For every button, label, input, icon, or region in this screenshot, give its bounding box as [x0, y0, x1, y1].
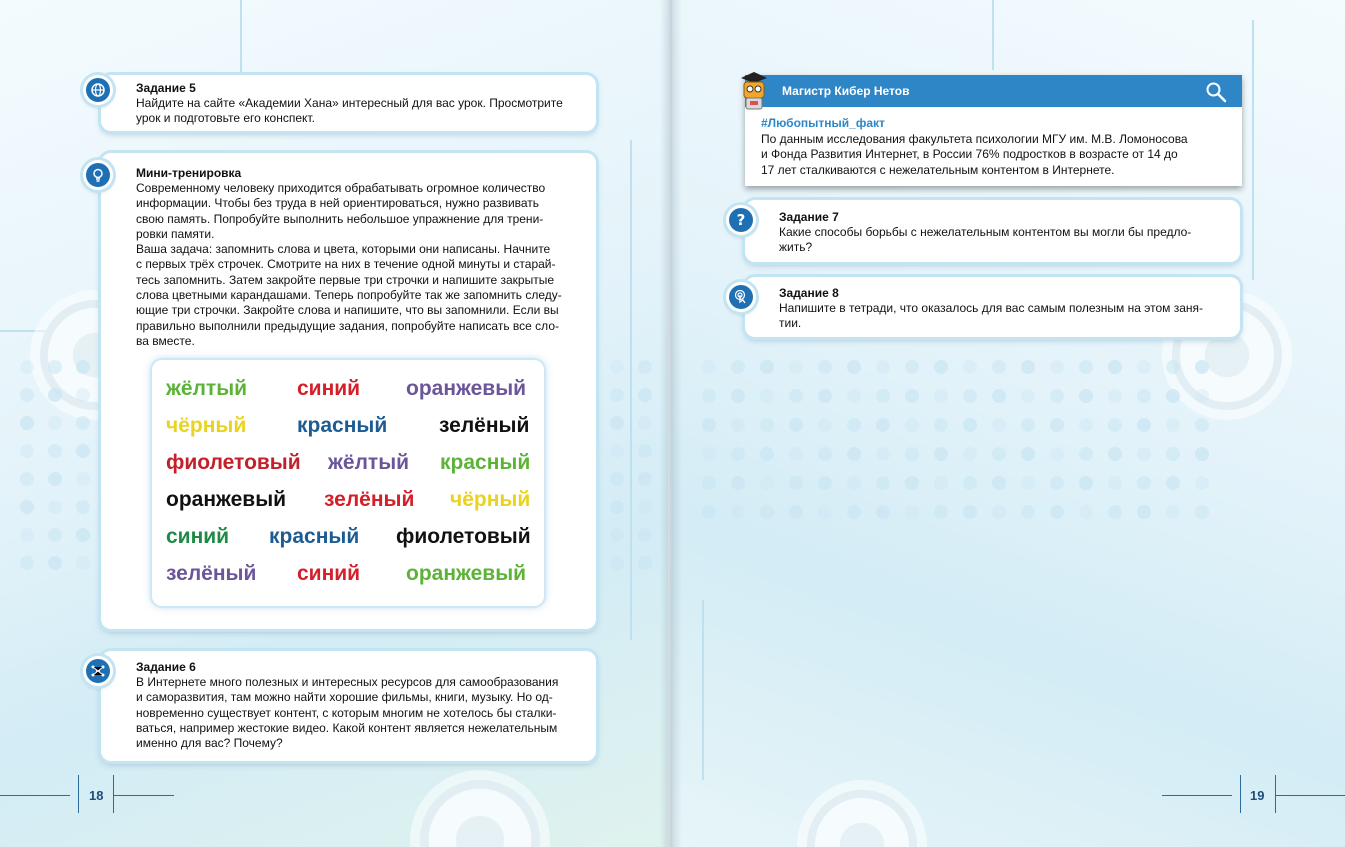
task6-card: [101, 651, 596, 761]
dot: [1050, 447, 1064, 461]
text-line: Ваша задача: запомнить слова и цвета, которыми они написаны. Начните: [136, 242, 551, 257]
mini-training-title: Мини-тренировка: [136, 166, 242, 180]
dot: [76, 444, 90, 458]
dot: [1021, 389, 1035, 403]
dot: [20, 416, 34, 430]
text-line: и Фонда Развития Интернет, в России 76% подростков в возрасте от 14 до: [761, 147, 1178, 162]
dot: [610, 360, 624, 374]
dot: [731, 418, 745, 432]
dot: [76, 556, 90, 570]
circuit-line: [1252, 20, 1254, 280]
dot: [638, 360, 652, 374]
dot: [963, 476, 977, 490]
dot: [76, 500, 90, 514]
text-line: тесь запомнить. Затем закройте первые три строчки и напишите закрытые: [136, 272, 555, 287]
text-line: ваться, например жестокие видео. Какой контент является нежелательным: [136, 720, 558, 735]
dot: [876, 476, 890, 490]
mini-training-text: [136, 181, 581, 349]
dot: [818, 505, 832, 519]
color-word: синий: [166, 525, 230, 548]
text-line: жить?: [779, 240, 813, 255]
text-line: Современному человеку приходится обрабатывать огромное количество: [136, 181, 546, 195]
dot: [610, 500, 624, 514]
dot: [610, 528, 624, 542]
dot: [789, 476, 803, 490]
dot: [20, 500, 34, 514]
dot: [818, 447, 832, 461]
task8-badge: [726, 282, 756, 312]
page-number-line: [0, 795, 70, 796]
dot: [934, 418, 948, 432]
text-line: Какие способы борьбы с нежелательным контентом вы могли бы предло-: [779, 225, 1192, 239]
text-line: урок и подготовьте его конспект.: [136, 111, 315, 126]
dot: [992, 505, 1006, 519]
fact-box: [745, 75, 1242, 186]
dot: [76, 360, 90, 374]
dot: [760, 505, 774, 519]
dot: [905, 389, 919, 403]
dot: [789, 389, 803, 403]
color-word: зелёный: [439, 414, 530, 437]
circuit-line: [630, 140, 632, 640]
dot: [638, 416, 652, 430]
dot: [76, 528, 90, 542]
text-line: 17 лет сталкиваются с нежелательным контентом в Интернете.: [761, 162, 1115, 177]
dot: [992, 476, 1006, 490]
dot: [1166, 418, 1180, 432]
dot: [789, 360, 803, 374]
dot: [20, 528, 34, 542]
robot-mascot-icon: [737, 71, 771, 111]
color-word: жёлтый: [166, 377, 248, 400]
dot: [1021, 505, 1035, 519]
dot: [702, 360, 716, 374]
dot: [20, 360, 34, 374]
dot: [760, 360, 774, 374]
dot: [638, 388, 652, 402]
task6-text: [136, 675, 581, 751]
dot: [963, 505, 977, 519]
dot: [1195, 447, 1209, 461]
dot: [876, 447, 890, 461]
dot: [1137, 418, 1151, 432]
dot: [76, 416, 90, 430]
dot: [702, 505, 716, 519]
page-number-line: [1162, 795, 1232, 796]
text-line: слова цветными карандашами. Теперь попробуйте так же запомнить следу-: [136, 288, 562, 303]
dot: [48, 500, 62, 514]
dot: [638, 472, 652, 486]
page-number: 18: [89, 788, 104, 803]
dot: [1108, 447, 1122, 461]
dot: [1108, 360, 1122, 374]
dot: [963, 418, 977, 432]
dot: [20, 388, 34, 402]
dot: [876, 389, 890, 403]
text-line: и саморазвития, там можно найти хорошие фильмы, книги, музыку. Но од-: [136, 690, 553, 705]
dot: [20, 472, 34, 486]
task8-card: [745, 277, 1240, 337]
dot: [1079, 389, 1093, 403]
task7-badge: [726, 205, 756, 235]
text-line: именно для вас? Почему?: [136, 736, 283, 751]
dot: [1108, 418, 1122, 432]
dot: [818, 389, 832, 403]
dot: [876, 418, 890, 432]
text-line: Напишите в тетради, что оказалось для вас самым полезным на этом заня-: [779, 301, 1204, 315]
text-line: ровки памяти.: [136, 226, 215, 241]
dot: [702, 389, 716, 403]
color-word: зелёный: [324, 488, 415, 511]
dot: [934, 360, 948, 374]
fact-text: [761, 132, 1225, 178]
text-line: правильно выполнили предыдущие задания, попробуйте написать все сло-: [136, 318, 559, 333]
dot: [905, 447, 919, 461]
gear-decoration: [420, 780, 540, 847]
dot: [847, 505, 861, 519]
dot: [847, 360, 861, 374]
hashtag: #Любопытный_факт: [761, 116, 885, 130]
text-line: тии.: [779, 316, 802, 331]
dot: [731, 447, 745, 461]
circuit-line: [992, 0, 994, 70]
task5-card: [101, 75, 596, 131]
dot: [1108, 476, 1122, 490]
dot: [20, 556, 34, 570]
dot: [789, 447, 803, 461]
dot: [610, 444, 624, 458]
task6-title: Задание 6: [136, 660, 196, 674]
circuit-line: [702, 600, 704, 780]
text-line: информации. Чтобы без труда в ней ориентироваться, нужно развивать: [136, 196, 540, 211]
question-icon: ?: [729, 208, 753, 232]
dot: [992, 389, 1006, 403]
text-line: ющие три строчки. Закройте слова и напишите, что вы запомнили. Если вы: [136, 303, 559, 318]
dot: [702, 476, 716, 490]
dot: [934, 389, 948, 403]
dot: [1166, 447, 1180, 461]
task7-title: Задание 7: [779, 210, 839, 224]
dot: [905, 505, 919, 519]
dot: [20, 444, 34, 458]
color-word: зелёный: [166, 562, 257, 585]
text-line: По данным исследования факультета психологии МГУ им. М.В. Ломоносова: [761, 132, 1188, 146]
dot: [1137, 505, 1151, 519]
text-line: свою память. Попробуйте выполнить небольшое упражнение для трени-: [136, 211, 544, 226]
dot: [963, 447, 977, 461]
gear-decoration: [807, 790, 917, 847]
color-word: синий: [297, 562, 361, 585]
dot: [789, 505, 803, 519]
dot: [876, 360, 890, 374]
dot: [1050, 360, 1064, 374]
dot: [818, 418, 832, 432]
dot: [48, 388, 62, 402]
dot: [1021, 476, 1035, 490]
dot: [905, 418, 919, 432]
text-line: с первых трёх строчек. Смотрите на них в течение одной минуты и старай-: [136, 257, 556, 272]
lightbulb-head-icon: [86, 163, 110, 187]
color-word: фиолетовый: [396, 525, 531, 548]
color-word: оранжевый: [406, 562, 527, 585]
dot: [76, 388, 90, 402]
dot: [1079, 505, 1093, 519]
dot: [905, 476, 919, 490]
dot: [1079, 360, 1093, 374]
task5-title: Задание 5: [136, 81, 196, 95]
dot: [1166, 389, 1180, 403]
dot: [847, 418, 861, 432]
task8-text: [779, 301, 1227, 332]
dot: [992, 447, 1006, 461]
book-spine: [660, 0, 682, 847]
dot: [1195, 360, 1209, 374]
dot: [638, 444, 652, 458]
touch-icon: [729, 285, 753, 309]
dot: [818, 476, 832, 490]
dot: [760, 418, 774, 432]
page-number: 19: [1250, 788, 1265, 803]
dot: [1137, 389, 1151, 403]
search-icon: [1205, 81, 1227, 103]
dot: [963, 360, 977, 374]
dot: [48, 528, 62, 542]
text-line: В Интернете много полезных и интересных ресурсов для самообразования: [136, 675, 559, 689]
dot: [48, 444, 62, 458]
dot: [1021, 447, 1035, 461]
page-number-line: [114, 795, 174, 796]
text-line: Найдите на сайте «Академии Хана» интересный для вас урок. Просмотрите: [136, 96, 563, 110]
dot: [702, 418, 716, 432]
task7-card: [745, 200, 1240, 262]
fact-box-title: Магистр Кибер Нетов: [782, 84, 910, 98]
dot: [638, 556, 652, 570]
dot: [847, 476, 861, 490]
dot: [731, 360, 745, 374]
task8-title: Задание 8: [779, 286, 839, 300]
dot: [934, 476, 948, 490]
dot: [48, 472, 62, 486]
dot: [1050, 505, 1064, 519]
dot: [1137, 447, 1151, 461]
dot: [1108, 505, 1122, 519]
dot: [1050, 476, 1064, 490]
fact-box-header: [745, 75, 1242, 107]
network-icon: [86, 659, 110, 683]
dot: [638, 528, 652, 542]
dot: [760, 389, 774, 403]
text-line: ва вместе.: [136, 333, 195, 348]
dot: [638, 500, 652, 514]
dot: [731, 389, 745, 403]
dot: [789, 418, 803, 432]
task5-text: [136, 96, 584, 127]
color-word: чёрный: [166, 414, 247, 437]
dot: [1195, 476, 1209, 490]
dot: [702, 447, 716, 461]
dot: [760, 447, 774, 461]
color-word: синий: [297, 377, 361, 400]
dot: [1166, 505, 1180, 519]
dot: [48, 360, 62, 374]
mini-training-badge: [83, 160, 113, 190]
dot: [1166, 360, 1180, 374]
dot: [1021, 418, 1035, 432]
color-word: чёрный: [450, 488, 531, 511]
dot: [818, 360, 832, 374]
color-word: оранжевый: [166, 488, 287, 511]
color-word: фиолетовый: [166, 451, 301, 474]
dot: [610, 556, 624, 570]
dot: [905, 360, 919, 374]
dot: [876, 505, 890, 519]
color-word: жёлтый: [328, 451, 410, 474]
dot: [731, 505, 745, 519]
dot: [610, 472, 624, 486]
color-word: красный: [297, 414, 388, 437]
dot: [934, 447, 948, 461]
dot: [992, 418, 1006, 432]
color-words-box: [152, 360, 544, 606]
dot: [1166, 476, 1180, 490]
dot: [1195, 389, 1209, 403]
dot: [1079, 447, 1093, 461]
dot: [963, 389, 977, 403]
dot: [1195, 505, 1209, 519]
dot: [610, 416, 624, 430]
text-line: новременно существует контент, с которым многим не хотелось бы сталки-: [136, 705, 557, 720]
dot: [934, 505, 948, 519]
dot: [1021, 360, 1035, 374]
dot: [610, 388, 624, 402]
color-word: красный: [269, 525, 360, 548]
task7-text: [779, 225, 1227, 256]
dot: [1137, 360, 1151, 374]
dot: [1079, 418, 1093, 432]
color-word: красный: [440, 451, 531, 474]
task6-badge: [83, 656, 113, 686]
task5-badge: [83, 75, 113, 105]
dot: [1137, 476, 1151, 490]
dot: [1195, 418, 1209, 432]
globe-icon: [86, 78, 110, 102]
dot: [1108, 389, 1122, 403]
dot: [992, 360, 1006, 374]
dot: [1050, 418, 1064, 432]
dot: [48, 416, 62, 430]
dot: [847, 447, 861, 461]
color-word: оранжевый: [406, 377, 527, 400]
dot: [48, 556, 62, 570]
dot: [760, 476, 774, 490]
dot: [1079, 476, 1093, 490]
dot: [1050, 389, 1064, 403]
dot: [731, 476, 745, 490]
dot: [847, 389, 861, 403]
page-number-line: [1276, 795, 1345, 796]
dot: [76, 472, 90, 486]
